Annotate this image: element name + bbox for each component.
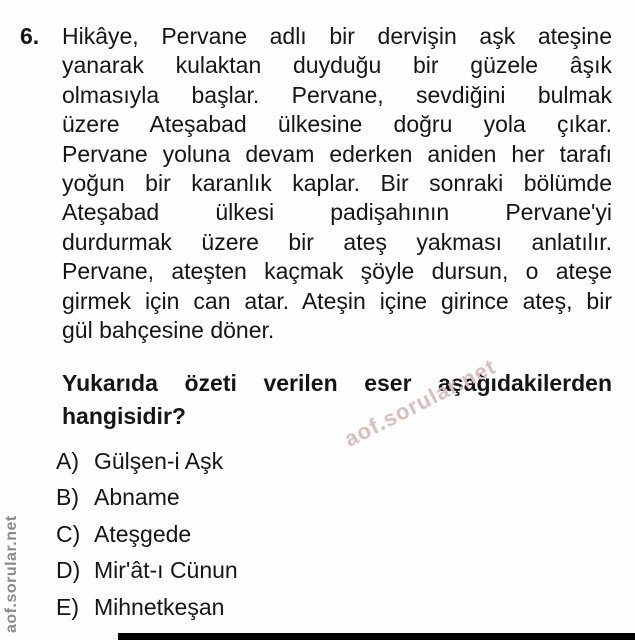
answer-options (0, 446, 612, 628)
option-d-letter: D) (56, 557, 81, 584)
body-line: Ateşabad ülkesi padişahının Pervane'yi (62, 199, 612, 226)
option-c (0, 519, 612, 555)
body-line: yanarak kulaktan duyduğu bir güzele âşık (62, 52, 612, 79)
question-number: 6. (20, 23, 40, 49)
body-line: üzere Ateşabad ülkesine doğru yola çıkar. (62, 111, 612, 138)
body-line: durdurmak üzere bir ateş yakması anlatılır. (62, 228, 612, 255)
body-line: gül bahçesine döner. (62, 317, 275, 344)
body-line: yoğun bir karanlık kaplar. Bir sonraki bölümde (62, 170, 612, 197)
watermark-diagonal: aof.sorular.net (340, 353, 500, 452)
option-c-text: Ateşgede (94, 520, 192, 547)
scan-edge-bar (118, 633, 635, 640)
option-e-text: Mihnetkeşan (94, 593, 225, 620)
prompt-line: hangisidir? (62, 403, 186, 429)
prompt-line: Yukarıda özeti verilen eser aşağıdakilerden (62, 370, 612, 396)
option-e (0, 592, 612, 628)
question-prompt (62, 367, 612, 433)
option-a-letter: A) (56, 448, 79, 474)
body-line: girmek için can atar. Ateşin içine girince ateş, bir (62, 287, 612, 314)
option-b (0, 482, 612, 518)
question-body (62, 22, 612, 345)
option-e-letter: E) (56, 593, 79, 620)
option-a (0, 446, 612, 482)
body-line: olmasıyla başlar. Pervane, sevdiğini bulmak (62, 81, 612, 108)
option-d (0, 555, 612, 591)
option-b-letter: B) (56, 484, 79, 511)
option-b-text: Abname (94, 484, 180, 511)
watermark-vertical: aof.sorular.net (3, 515, 20, 633)
body-line: Pervane yoluna devam ederken aniden her tarafı (62, 140, 612, 167)
body-line: Hikâye, Pervane adlı bir dervişin aşk ateşine (62, 23, 612, 49)
body-line: Pervane, ateşten kaçmak şöyle dursun, o ateşe (62, 258, 612, 285)
option-a-text: Gülşen-i Aşk (94, 448, 224, 474)
option-c-letter: C) (56, 520, 81, 547)
option-d-text: Mir'ât-ı Cünun (94, 557, 238, 584)
